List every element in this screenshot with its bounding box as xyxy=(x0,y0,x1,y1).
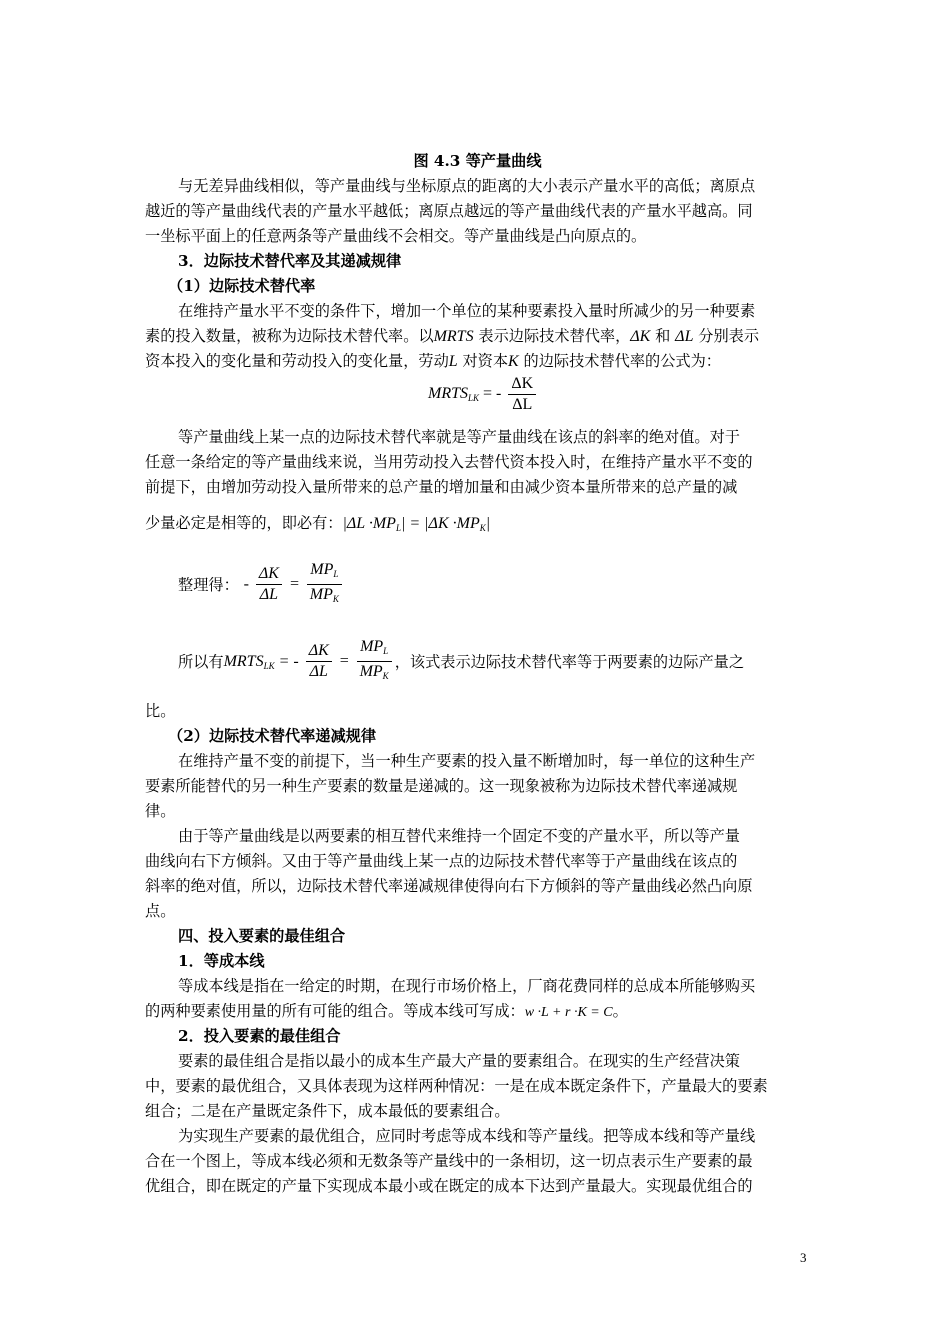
formula-subscript: K xyxy=(382,671,389,681)
paragraph-line: 比。 xyxy=(145,702,176,720)
paragraph-line: 越近的等产量曲线代表的产量水平越低；离原点越远的等产量曲线代表的产量水平越高。同 xyxy=(145,202,753,220)
paragraph-line: 要素所能替代的另一种生产要素的数量是递减的。这一现象被称为边际技术替代率递减规 xyxy=(145,777,738,795)
text-run: 的边际技术替代率的公式为： xyxy=(518,352,721,370)
paragraph-line: 在维持产量不变的前提下，当一种生产要素的投入量不断增加时，每一单位的这种生产 xyxy=(178,752,756,770)
paragraph-line: 由于等产量曲线是以两要素的相互替代来维持一个固定不变的产量水平，所以等产量 xyxy=(178,827,740,845)
formula-part: | xyxy=(485,515,491,532)
formula-equals: = xyxy=(284,575,304,593)
subsection-heading: 1．等成本线 xyxy=(178,952,265,970)
paragraph-line: 曲线向右下方倾斜。又由于等产量曲线上某一点的边际技术替代率等于产量曲线在该点的 xyxy=(145,852,738,870)
formula-subscript: K xyxy=(479,523,486,533)
paragraph-line: 中，要素的最优组合，又具体表现为这样两种情况：一是在成本既定条件下，产量最大的要素 xyxy=(145,1077,768,1095)
page-number: 3 xyxy=(800,1250,807,1265)
formula-part: MP xyxy=(309,586,333,603)
paragraph-line: 等成本线是指在一给定的时期，在现行市场价格上，厂商花费同样的总成本所能够购买 xyxy=(178,977,756,995)
formula-mrts-definition xyxy=(428,374,539,415)
paragraph-line: 点。 xyxy=(145,902,176,920)
math-l: L xyxy=(448,353,458,370)
formula-lhs: MRTS xyxy=(428,385,468,403)
formula-subscript: L xyxy=(333,569,339,579)
paragraph-line: 合在一个图上，等成本线必须和无数条等产量线中的一条相切，这一切点表示生产要素的最 xyxy=(145,1152,753,1170)
formula-part: MP xyxy=(359,663,383,680)
formula-equals: = xyxy=(334,652,354,670)
fraction-numerator: ΔK xyxy=(256,564,282,585)
fraction-numerator: ΔK xyxy=(508,374,536,395)
formula-subscript: K xyxy=(332,594,339,604)
formula-minus: - xyxy=(243,575,253,593)
paragraph-line: 律。 xyxy=(145,802,176,820)
fraction-numerator xyxy=(357,637,392,662)
fraction-denominator xyxy=(357,662,392,686)
subsection-heading: （2）边际技术替代率递减规律 xyxy=(168,727,377,745)
fraction xyxy=(357,637,392,686)
text-run: 分别表示 xyxy=(693,327,760,345)
formula-subscript: LK xyxy=(263,660,275,671)
paragraph-line xyxy=(145,324,810,349)
formula-equals: = - xyxy=(274,652,303,670)
section-heading: 四、投入要素的最佳组合 xyxy=(178,927,346,945)
formula-equals: = - xyxy=(479,385,506,403)
formula-part: MP xyxy=(310,561,334,578)
paragraph-line: 为实现生产要素的最优组合，应同时考虑等成本线和等产量线。把等成本线和等产量线 xyxy=(178,1127,756,1145)
text-run: 表示边际技术替代率， xyxy=(473,327,631,345)
text-run: 对资本 xyxy=(457,352,509,370)
math-delta-k: ΔK xyxy=(630,328,651,345)
fraction xyxy=(256,564,282,605)
paragraph-line: 在维持产量水平不变的条件下，增加一个单位的某种要素投入量时所减少的另一种要素 xyxy=(178,302,756,320)
paragraph-line: 优组合，即在既定的产量下实现成本最小或在既定的成本下达到产量最大。实现最优组合的 xyxy=(145,1177,753,1195)
math-k: K xyxy=(508,353,519,370)
formula-part: MP xyxy=(360,638,384,655)
paragraph-line: 等产量曲线上某一点的边际技术替代率就是等产量曲线在该点的斜率的绝对值。对于 xyxy=(178,428,740,446)
formula-marginal-equality xyxy=(342,515,490,532)
fraction-denominator: ΔL xyxy=(512,396,533,413)
section-heading: 3．边际技术替代率及其递减规律 xyxy=(178,252,402,270)
formula-rearranged xyxy=(178,560,345,609)
fraction xyxy=(307,560,342,609)
text-run: 的两种要素使用量的所有可能的组合。等成本线可写成： xyxy=(145,1002,525,1020)
math-delta-l: ΔL xyxy=(675,328,694,345)
formula-part: | = |ΔK ·MP xyxy=(400,515,480,532)
subsection-heading: （1）边际技术替代率 xyxy=(168,277,316,295)
formula-subscript: LK xyxy=(468,393,480,404)
formula-part: MRTS xyxy=(223,652,264,670)
math-mrts: MRTS xyxy=(433,328,474,345)
label-zhengli: 整理得： xyxy=(178,576,239,594)
text-run: 和 xyxy=(650,327,676,345)
fraction-denominator: ΔL xyxy=(309,663,328,680)
formula-mrts-result xyxy=(178,637,744,686)
paragraph-line: 与无差异曲线相似，等产量曲线与坐标原点的距离的大小表示产量水平的高低；离原点 xyxy=(178,177,756,195)
formula-subscript: L xyxy=(383,646,389,656)
paragraph-line xyxy=(145,349,810,374)
formula-isocost: w ·L + r ·K = C xyxy=(524,1005,613,1020)
fraction-numerator: ΔK xyxy=(306,641,332,662)
figure-caption: 图 4.3 等产量曲线 xyxy=(413,152,542,170)
paragraph-line: 要素的最佳组合是指以最小的成本生产最大产量的要素组合。在现实的生产经营决策 xyxy=(178,1052,740,1070)
paragraph-line: 任意一条给定的等产量曲线来说，当用劳动投入去替代资本投入时，在维持产量水平不变的 xyxy=(145,453,753,471)
paragraph-line xyxy=(145,999,810,1025)
formula-part: |ΔL ·MP xyxy=(342,515,396,532)
paragraph-line: 组合；二是在产量既定条件下，成本最低的要素组合。 xyxy=(145,1102,510,1120)
fraction-denominator xyxy=(307,585,342,609)
text-run: 少量必定是相等的，即必有： xyxy=(145,514,343,532)
paragraph-line: 斜率的绝对值，所以，边际技术替代率递减规律使得向右下方倾斜的等产量曲线必然凸向原 xyxy=(145,877,753,895)
fraction xyxy=(508,374,536,415)
paragraph-line xyxy=(145,511,810,540)
paragraph-line: 前提下，由增加劳动投入量所带来的总产量的增加量和由减少资本量所带来的总产量的减 xyxy=(145,478,738,496)
paragraph-line: 一坐标平面上的任意两条等产量曲线不会相交。等产量曲线是凸向原点的。 xyxy=(145,227,647,245)
fraction-numerator xyxy=(307,560,342,585)
fraction-denominator: ΔL xyxy=(259,586,279,603)
label-suoyi: 所以有 xyxy=(178,653,224,671)
fraction xyxy=(306,641,332,682)
formula-lhs xyxy=(224,653,303,670)
subsection-heading: 2．投入要素的最佳组合 xyxy=(178,1027,341,1045)
text-run: 。 xyxy=(612,1002,628,1020)
formula-subscript: L xyxy=(395,523,401,533)
text-run: 素的投入数量，被称为边际技术替代率。以 xyxy=(145,327,434,345)
text-run: ，该式表示边际技术替代率等于两要素的边际产量之 xyxy=(394,653,744,671)
text-run: 资本投入的变化量和劳动投入的变化量，劳动 xyxy=(145,352,449,370)
